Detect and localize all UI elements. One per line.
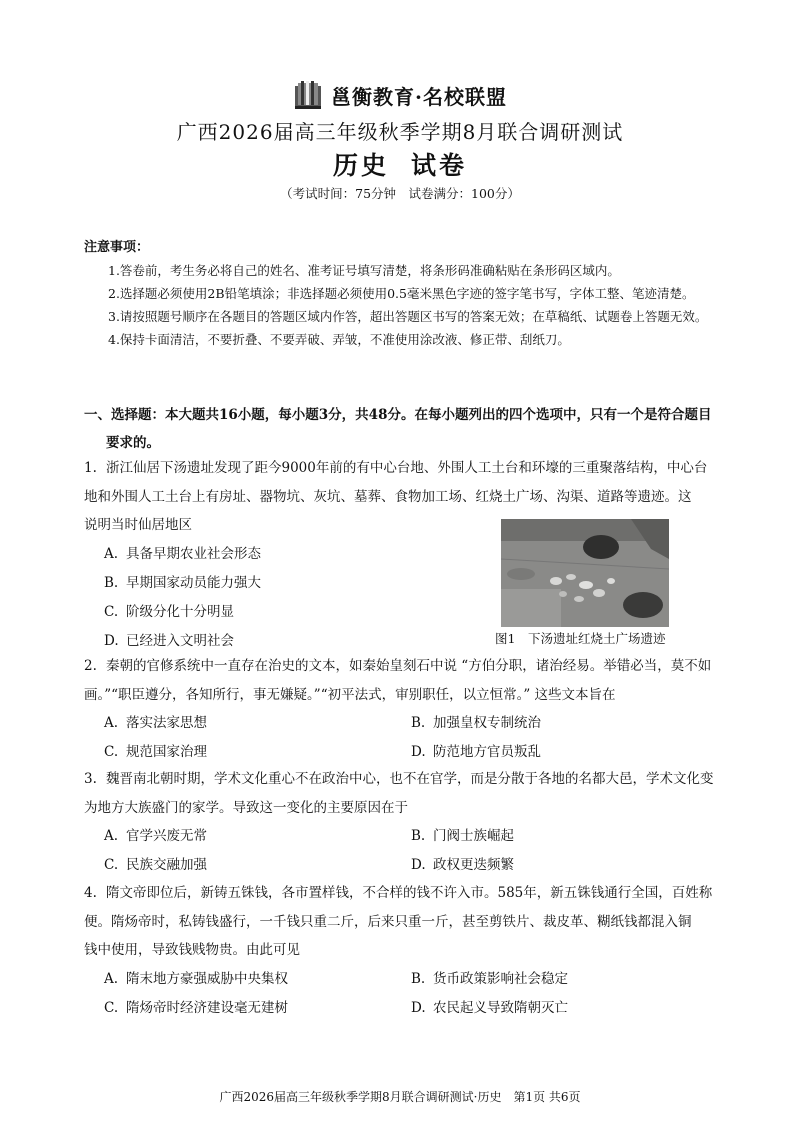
option-row: [104, 709, 724, 738]
note-item: 3.请按照题号顺序在各题目的答题区域内作答，超出答题区书写的答案无效；在草稿纸、试题卷上答题无效。: [108, 309, 708, 324]
stem-text: [84, 454, 724, 483]
notes-heading: 注意事项：: [84, 240, 150, 255]
option-row: [104, 965, 724, 994]
stem-text: [84, 879, 724, 908]
stem-line: 为地方大族盛门的家学。导致这一变化的主要原因在于: [84, 799, 408, 816]
option-text: 加强皇权专制统治: [433, 715, 541, 731]
option-row: [104, 994, 724, 1023]
option-text: 门阀士族崛起: [433, 828, 514, 844]
note-item: 4.保持卡面清洁，不要折叠、不要弄破、弄皱，不准使用涂改液、修正带、刮纸刀。: [108, 332, 570, 347]
option-letter: B.: [411, 970, 426, 987]
subject-name: 历史: [332, 151, 389, 180]
option-text: 隋末地方豪强威胁中央集权: [126, 970, 288, 987]
stem-line: 隋文帝即位后，新铸五铢钱，各市置样钱，不合样的钱不许入市。585年，新五铢钱通行全国，百姓称: [106, 885, 713, 901]
option-d[interactable]: [411, 994, 718, 1023]
options: [104, 822, 724, 880]
option-c[interactable]: [104, 851, 411, 880]
exam-meta: （考试时间：75分钟 试卷满分：100分）: [280, 186, 520, 201]
question-3: [84, 765, 724, 880]
option-text: 具备早期农业社会形态: [126, 545, 261, 562]
options: [104, 709, 724, 767]
section-heading: [84, 401, 724, 457]
notes-block: [84, 236, 724, 351]
subject-title: [0, 146, 800, 182]
option-b[interactable]: [104, 569, 411, 598]
option-letter: A.: [104, 545, 119, 562]
option-letter: C.: [104, 999, 119, 1016]
option-text: 隋炀帝时经济建设毫无建树: [126, 999, 288, 1016]
question-number: 2.: [84, 658, 97, 674]
option-letter: B.: [411, 715, 426, 731]
question-stem: [84, 765, 724, 822]
option-c[interactable]: [104, 994, 411, 1023]
option-text: 货币政策影响社会稳定: [433, 970, 568, 987]
site-photo: [501, 519, 669, 627]
option-text: 已经进入文明社会: [126, 632, 234, 649]
stem-line: 画。”“职臣遵分，各知所行，事无嫌疑。”“初平法式，审别职任，以立恒常。” 这些文本旨在: [84, 686, 616, 703]
question-2: [84, 652, 724, 767]
stem-line: 钱中使用，导致钱贱物贵。由此可见: [84, 942, 300, 958]
option-c[interactable]: [104, 738, 411, 767]
subject-suffix: 试卷: [411, 151, 468, 180]
stem-line: 便。隋炀帝时，私铸钱盛行，一千钱只重二斤，后来只重一斤，甚至剪铁片、裁皮革、糊纸钱都混入铜: [84, 913, 692, 930]
option-row: [104, 851, 724, 880]
question-4: [84, 879, 724, 1023]
option-letter: D.: [411, 857, 426, 873]
option-letter: A.: [104, 715, 119, 731]
option-text: 农民起义导致隋朝灭亡: [433, 999, 568, 1016]
option-letter: A.: [104, 828, 119, 844]
stem-text: [84, 652, 724, 681]
option-a[interactable]: [104, 540, 411, 569]
figure-caption: 图1 下汤遗址红烧土广场遗迹: [495, 631, 666, 646]
option-d[interactable]: [411, 851, 718, 880]
section-line: 一、选择题：本大题共16小题，每小题3分，共48分。在每小题列出的四个选项中，只有一个是符合题目: [84, 407, 712, 423]
option-c[interactable]: [104, 598, 411, 627]
option-letter: C.: [104, 857, 119, 873]
option-b[interactable]: [411, 965, 718, 994]
option-row: [104, 738, 724, 767]
question-stem: [84, 652, 724, 709]
option-row: [104, 822, 724, 851]
option-text: 防范地方官员叛乱: [433, 744, 541, 760]
option-text: 规范国家治理: [126, 744, 207, 760]
stem-line: 说明当时仙居地区: [84, 517, 192, 533]
section-line: 要求的。: [106, 435, 160, 451]
question-number: 4.: [84, 885, 97, 901]
options: [104, 965, 724, 1023]
option-letter: D.: [411, 744, 426, 760]
option-letter: C.: [104, 603, 119, 620]
exam-title: 广西2026届高三年级秋季学期8月联合调研测试: [176, 120, 624, 144]
question-number: 3.: [84, 771, 97, 787]
question-number: 1.: [84, 460, 97, 476]
option-letter: C.: [104, 744, 119, 760]
option-text: 早期国家动员能力强大: [126, 574, 261, 591]
option-text: 阶级分化十分明显: [126, 603, 234, 620]
stem-line: 浙江仙居下汤遗址发现了距今9000年前的有中心台地、外围人工土台和环壕的三重聚落结构，中心台: [106, 460, 708, 476]
option-a[interactable]: [104, 709, 411, 738]
option-letter: B.: [104, 574, 119, 591]
option-b[interactable]: [411, 822, 718, 851]
note-item: 1.答卷前，考生务必将自己的姓名、准考证号填写清楚，将条形码准确粘贴在条形码区域内。: [108, 263, 620, 278]
brand-name: 邕衡教育·名校联盟: [331, 84, 507, 109]
book-logo-icon: [293, 80, 323, 110]
option-d[interactable]: [411, 738, 718, 767]
option-b[interactable]: [411, 709, 718, 738]
option-letter: D.: [104, 632, 119, 649]
option-text: 落实法家思想: [126, 715, 207, 731]
question-stem: [84, 879, 724, 965]
option-letter: B.: [411, 828, 426, 844]
stem-line: 地和外围人工土台上有房址、器物坑、灰坑、墓葬、食物加工场、红烧土广场、沟渠、道路等遗迹。这: [84, 488, 692, 505]
stem-line: 秦朝的官修系统中一直存在治史的文本，如秦始皇刻石中说 “方伯分职，诸治经易。举错必当，莫不如: [106, 658, 712, 674]
option-text: 官学兴废无常: [126, 828, 207, 844]
option-text: 民族交融加强: [126, 857, 207, 873]
option-a[interactable]: [104, 965, 411, 994]
option-letter: D.: [411, 999, 426, 1016]
stem-line: 魏晋南北朝时期，学术文化重心不在政治中心，也不在官学，而是分散于各地的名都大邑，学术文化变: [106, 771, 714, 787]
option-text: 政权更迭频繁: [433, 857, 514, 873]
brand-header: [0, 80, 800, 110]
option-letter: A.: [104, 970, 119, 987]
page-footer: 广西2026届高三年级秋季学期8月联合调研测试·历史 第1页 共6页: [219, 1090, 581, 1104]
option-a[interactable]: [104, 822, 411, 851]
stem-text: [84, 765, 724, 794]
note-item: 2.选择题必须使用2B铅笔填涂；非选择题必须使用0.5毫米黑色字迹的签字笔书写，字体工整、笔迹清楚。: [108, 286, 695, 301]
